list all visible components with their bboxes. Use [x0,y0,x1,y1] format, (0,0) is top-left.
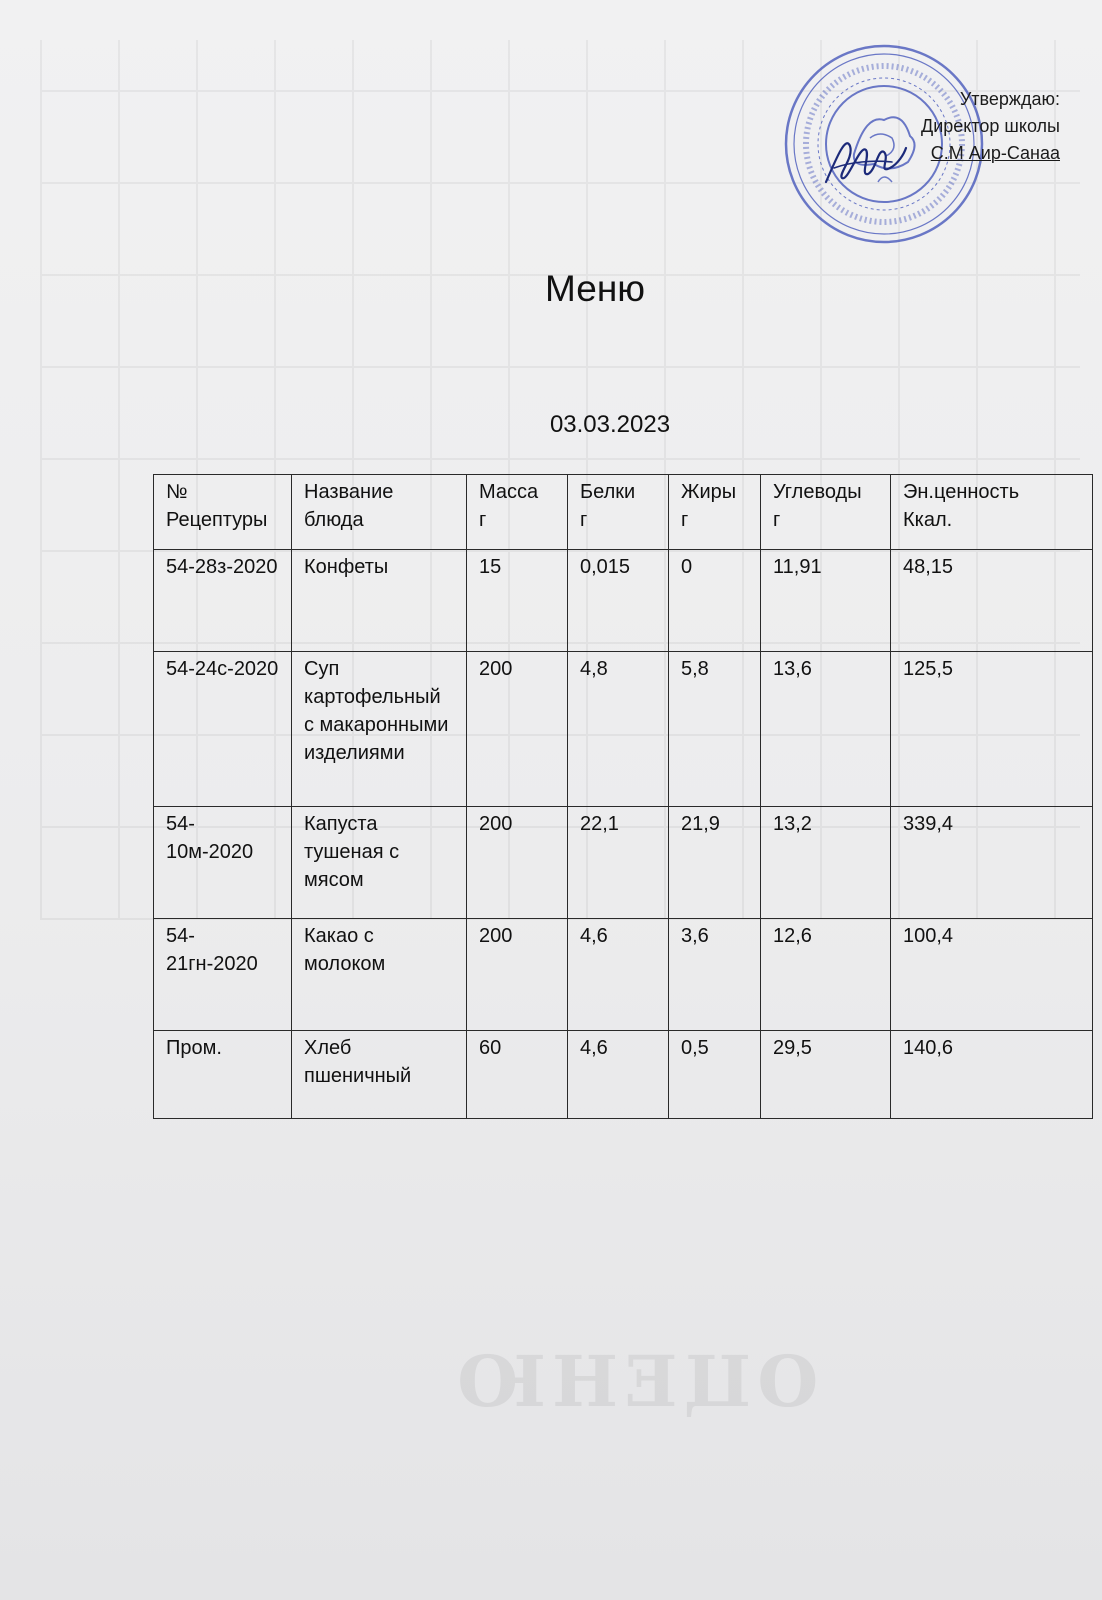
cell-carbs: 13,2 [761,807,891,919]
cell-dish-name: Хлеб пшеничный [292,1031,467,1119]
cell-energy: 100,4 [891,919,1093,1031]
cell-dish-name: Какао с молоком [292,919,467,1031]
approval-heading: Утверждаю: [959,89,1060,109]
cell-fat: 5,8 [669,652,761,807]
table-row [154,652,1093,807]
cell-protein: 22,1 [568,807,669,919]
cell-mass: 200 [467,919,568,1031]
cell-recipe: 54-21гн-2020 [154,919,292,1031]
cell-mass: 200 [467,652,568,807]
cell-carbs: 11,91 [761,550,891,652]
page-title: Меню [545,268,645,309]
cell-dish-name: Конфеты [292,550,467,652]
cell-fat: 0,5 [669,1031,761,1119]
header-fat: Жиры г [669,475,761,550]
cell-recipe: 54-24с-2020 [154,652,292,807]
table-row [154,1031,1093,1119]
cell-carbs: 29,5 [761,1031,891,1119]
cell-dish-name: Суп картофельный с макаронными изделиями [292,652,467,807]
cell-mass: 200 [467,807,568,919]
cell-protein: 0,015 [568,550,669,652]
header-carbs: Углеводы г [761,475,891,550]
cell-recipe: Пром. [154,1031,292,1119]
cell-energy: 48,15 [891,550,1093,652]
approval-position: Директор школы [921,116,1060,136]
header-mass: Масса г [467,475,568,550]
cell-fat: 3,6 [669,919,761,1031]
cell-mass: 15 [467,550,568,652]
menu-table [153,474,1093,1119]
cell-energy: 140,6 [891,1031,1093,1119]
table-header-row [154,475,1093,550]
header-dish-name: Название блюда [292,475,467,550]
bleed-through-text: ОЦЕНЮ [450,1340,819,1423]
header-protein: Белки г [568,475,669,550]
cell-protein: 4,6 [568,919,669,1031]
cell-energy: 125,5 [891,652,1093,807]
approval-director-name: С.М Аир-Санаа [930,143,1060,163]
cell-protein: 4,8 [568,652,669,807]
cell-fat: 21,9 [669,807,761,919]
cell-mass: 60 [467,1031,568,1119]
approval-block [860,86,1060,167]
cell-dish-name: Капуста тушеная с мясом [292,807,467,919]
header-energy: Эн.ценность Ккал. [891,475,1093,550]
table-row [154,550,1093,652]
menu-date: 03.03.2023 [549,411,671,438]
cell-carbs: 13,6 [761,652,891,807]
cell-fat: 0 [669,550,761,652]
cell-protein: 4,6 [568,1031,669,1119]
header-recipe: № Рецептуры [154,475,292,550]
cell-recipe: 54-28з-2020 [154,550,292,652]
cell-energy: 339,4 [891,807,1093,919]
table-row [154,807,1093,919]
table-row [154,919,1093,1031]
cell-carbs: 12,6 [761,919,891,1031]
cell-recipe: 54-10м-2020 [154,807,292,919]
